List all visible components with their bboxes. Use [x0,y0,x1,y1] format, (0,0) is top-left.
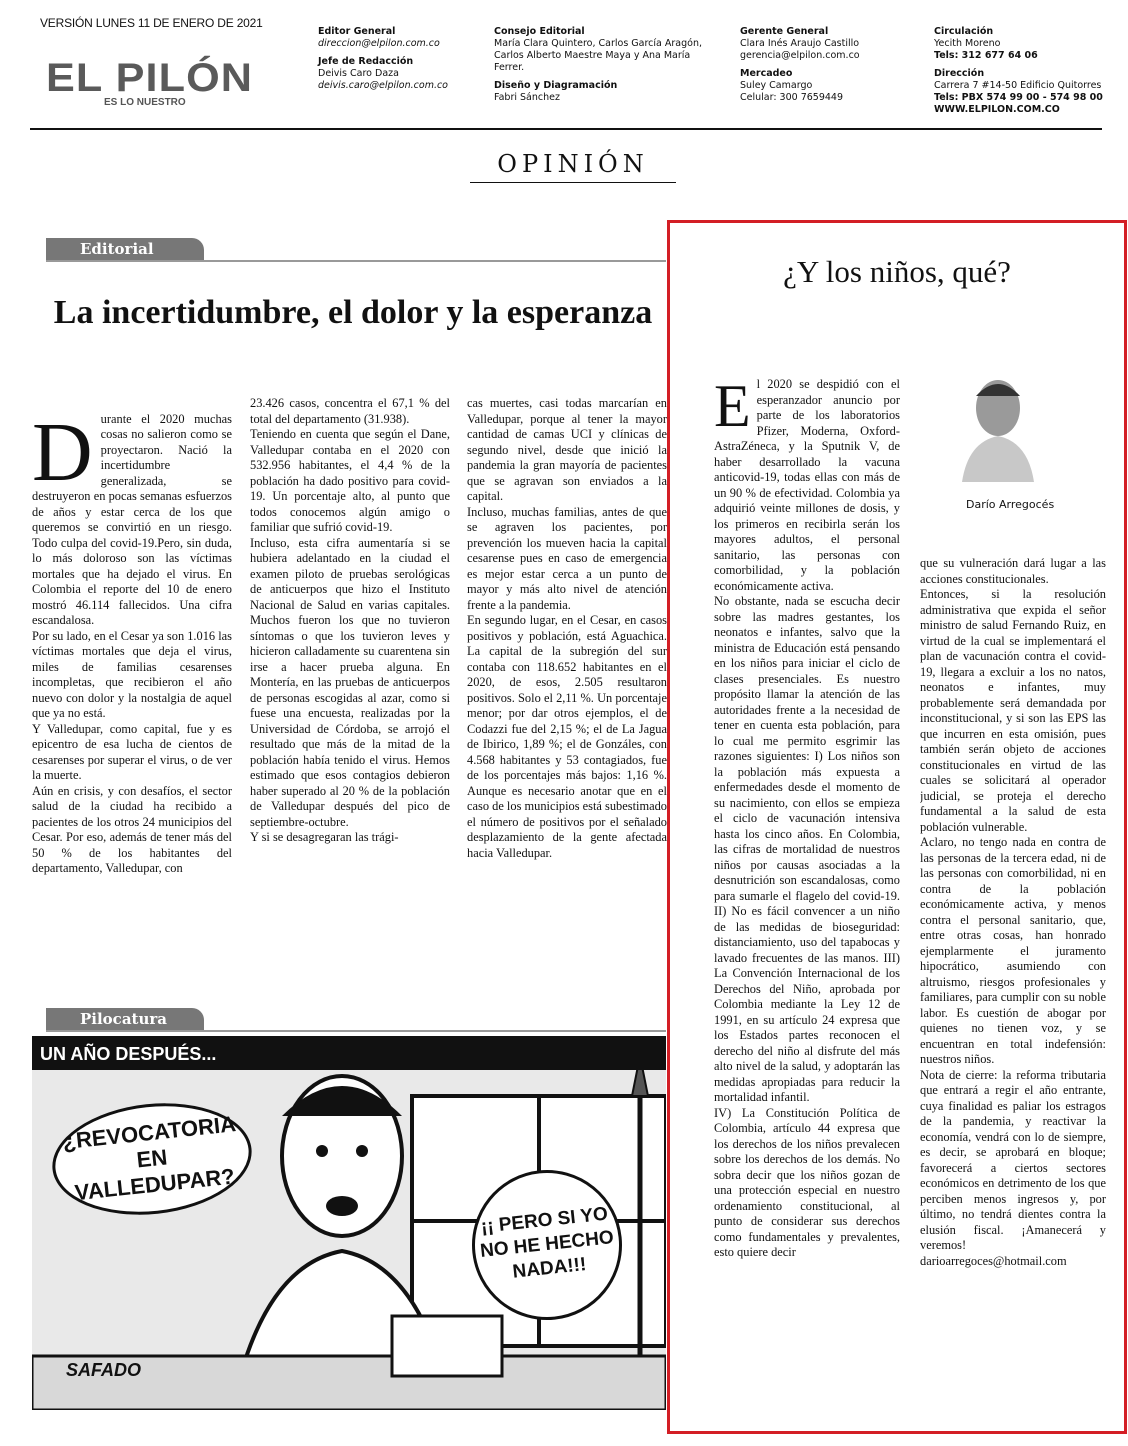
drop-cap: E [714,373,751,439]
newspaper-logo: EL PILÓN [46,56,254,100]
editorial-column-2: 23.426 casos, concentra el 67,1 % del total del departamento (31.938). Teniendo en cuenta que según el Dane, Valledupar contaba en el 2020 con 532.956 habitantes, el 4,4 % de la población ha dado positivo para covid-19. Un porcentaje alto, al punto que todos conocemos algún amigo o familiar que sufrió covid-19. Incluso, esta cifra aumentaría si se hubiera adelantado en la ciudad el examen piloto de pruebas serológicas de anticuerpos que hizo el Instituto Nacional de Salud en varias capitales. Muchos fueron los que no tuvieron síntomas o que los tuvieron leves y hicieron calladamente su cuarentena sin irse a hacer prueba alguna. En Montería, en las pruebas de anticuerpos de personas escogidas al azar, como si fuese una encuesta, realizadas por la Universidad de Córdoba, se arrojó el resultado que más de la mitad de la población había tenido el virus. Hemos estimado que esos contagios debieron haber superado al 20 % de la población de Valledupar después del pico de septiembre-octubre. Y si se desagregaran las trági- [250,396,450,844]
editorial-rule [46,260,666,262]
staff-board: Consejo Editorial María Clara Quintero, Carlos García Aragón, Carlos Alberto Maestre Maya y Ana María Ferrer. Diseño y Diagramación Fabri Sánchez [494,26,702,103]
cartoonist-signature: SAFADO [66,1360,142,1380]
speech-bubble-2: ¡¡ PERO SI YO NO HE HECHO NADA!!! [465,1163,630,1328]
author-photo [962,372,1034,482]
editorial-tab: Editorial [46,238,204,260]
author-name: Darío Arregocés [966,498,1055,511]
staff-management: Gerente General Clara Inés Araujo Castillo gerencia@elpilon.com.co Mercadeo Suley Camargo Celular: 300 7659449 [740,26,860,103]
logo-tagline: ES LO NUESTRO [104,97,186,108]
cartoon-rule [46,1030,666,1032]
opinion-title: ¿Y los niños, qué? [783,254,1011,289]
masthead-rule [30,128,1102,130]
editorial-headline: La incertidumbre, el dolor y la esperanza [53,294,653,331]
drop-cap: D [32,405,93,499]
speech-bubble-1: ¿REVOCATORIA EN VALLEDUPAR? [47,1094,257,1224]
cartoon-caption: UN AÑO DESPUÉS... [32,1036,666,1070]
staff-editor: Editor General direccion@elpilon.com.co Jefe de Redacción Deivis Caro Daza deivis.caro@elpilon.com.co [318,26,448,91]
website-link[interactable]: WWW.ELPILON.COM.CO [934,104,1060,115]
editorial-column-3: cas muertes, casi todas marcarían en Valledupar, porque al tener la mayor cantidad de camas UCI y clínicas de segundo nivel, desde que inició la pandemia la gran mayoría de pacientes que se agravan son enviados a la capital. Incluso, muchas familias, antes de que se agraven los pacientes, por prevención los mueven hacia la capital cesarense pues en caso de emergencia es mejor estar cerca a un punto de mayor y más alto nivel de atención frente a la pandemia. En segundo lugar, en el Cesar, en casos positivos y población, está Aguachica. La capital de la subregión del sur contaba con 118.652 habitantes en el 2020, de esos, 2.505 resultaron positivos. Solo el 2,11 %. Un porcentaje menor; por dar otros ejemplos, el de Codazzi fue del 2,15 %; el de La Jagua de Ibirico, 1,89 %; el de Gonzáles, con 4.568 habitantes y 53 contagiados, fue de los porcentajes más bajos: 1,16 %. Aunque es necesario anotar que en el caso de los municipios está subestimado el número de positivos por el señalado desplazamiento de la gente afectada hacia Valledupar. [467,396,667,860]
section-title: OPINIÓN [470,150,676,183]
editorial-column-1: Durante el 2020 muchas cosas no salieron como se proyectaron. Nació la incertidumbre generalizada, se destruyeron en pocas semanas esfuerzos de años y estar cerca de los que queremos se convirtió en un riesgo. Todo culpa del covid-19.Pero, sin duda, lo más doloroso son las víctimas mortales que ha dejado el virus. En Colombia el reporte del 10 de enero mostró 46.114 fallecidos. Una cifra escandalosa. Por su lado, en el Cesar ya son 1.016 las víctimas mortales que deja el virus, miles de familias cesarenses incompletas, que recibieron el año nuevo con dolor y la nostalgia de aquel que ya no está. Y Valledupar, como capital, fue y es epicentro de esa lucha de cientos de cesarenses por superar el virus, o de ver la muerte. Aún en crisis, y con desafíos, el sector salud de la ciudad ha recibido a pacientes de los otros 24 municipios del Cesar. Por eso, además de tener más del 50 % de los habitantes del departamento, Valledupar, con [32,405,232,875]
staff-circulation: Circulación Yecith Moreno Tels: 312 677 64 06 Dirección Carrera 7 #14-50 Edificio Quitorres Tels: PBX 574 99 00 - 574 98 00 WWW.ELPILON.COM.CO [934,26,1124,116]
opinion-column-1: El 2020 se despidió con el esperanzador anuncio por parte de los laboratorios Pfizer, Moderna, Oxford-AstraZéneca, y la Sputnik V, de haber desarrollado la vacuna anticovid-19, todas ellas con más de un 90 % de efectividad. Colombia ya adquirió veinte millones de dosis, y los primeros en recibirla serán los mayores adultos, el personal sanitario, las personas con comorbilidad, y la población económicamente activa. No obstante, nada se escucha decir sobre las madres gestantes, los neonatos e infantes, salvo que la ministra de Educación está pensando en los niños para iniciar el ciclo de clases presenciales. Es nuestro propósito llamar la atención de las autoridades frente a la necesidad de tener en cuenta esta población, para lo cual me permito esgrimir las razones siguientes: I) Los niños son la población más expuesta a enfermedades desde el momento de su nacimiento, con ellos se empieza el ciclo de vacunación intensiva hasta los cinco años. En Colombia, las cifras de mortalidad de nuestros niños por causas asociadas a la desnutrición son escandalosas, como para sumarle el flagelo del covid-19. II) No es fácil convencer a un niño de las medidas de bioseguridad: distanciamiento, uso del tapabocas y lavado frecuentes de las manos. III) La Convención Internacional de los Derechos del Niño, aprobada por Colombia mediante la Ley 12 de 1991, en su artículo 24 expresa que los Estados partes reconocen el derecho del niño al disfrute del más alto nivel de la salud, y adoptarán las medidas apropiadas para reducir la mortalidad infantil. IV) La Constitución Política de Colombia, artículo 44 expresa que los derechos de los niños prevalecen sobre los derechos de los demás. No sobra decir que los niños gozan de una protección especial en nuestro ordenamiento constitucional, al punto de considerar sus derechos como fundamentales y prevalentes, esto quiere decir [714,373,900,1259]
cartoon-tab: Pilocatura [46,1008,204,1030]
opinion-column-2: que su vulneración dará lugar a las acciones constitucionales. Entonces, si la resolución administrativa que expida el señor ministro de salud Fernando Ruiz, en virtud de la cual se implementará el plan de vacunación contra el covid-19, llegara a excluir a los no natos, neonatos e infantes, muy probablemente será demandada por inconstitucional, y si son las EPS las que incurren en esta omisión, pues también serán objeto de acciones constitucionales en virtud de las cuales se solicitará al operador judicial, se proteja el derecho fundamental a la salud de esta población vulnerable. Aclaro, no tengo nada en contra de las personas de la tercera edad, ni de las personas con comorbilidad, ni en contra de la población económicamente activa, y menos contra el personal sanitario, que, entre otras cosas, han honrado ejemplarmente el juramento hipocrático, asumiendo con altruismo, riesgos profesionales y familiares, para cumplir con su noble labor. Es cuestión de abogar por quienes no tienen voz, y se encuentran en total indefensión: nuestros niños. Nota de cierre: la reforma tributaria que entrará a regir el año entrante, cuya finalidad es paliar los estragos de la pandemia, y reactivar la economía, vendrá con lo de siempre, es decir, se aprobará en bloque; favorecerá a ciertos sectores económicos en detrimento de los que perciben menos ingresos y, por último, no tendrá dientes contra la elusión fiscal. ¡Amanecerá y veremos! darioarregoces@hotmail.com [920,556,1106,1268]
edition-date: VERSIÓN LUNES 11 DE ENERO DE 2021 [40,16,263,30]
